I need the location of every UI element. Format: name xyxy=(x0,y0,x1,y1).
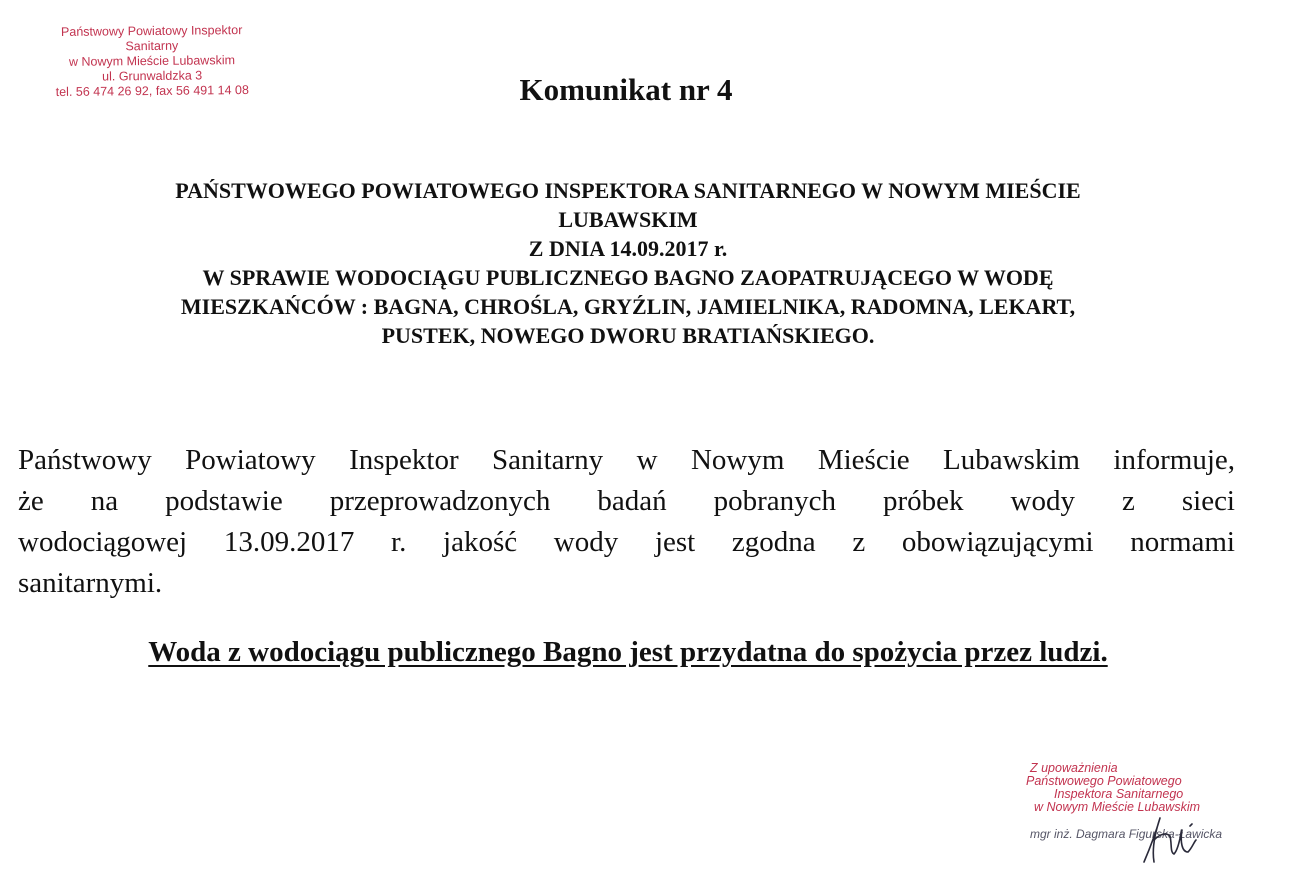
heading-line-1: PAŃSTWOWEGO POWIATOWEGO INSPEKTORA SANITARNEGO W NOWYM MIEŚCIE xyxy=(175,178,1081,203)
body-line-4: sanitarnymi. xyxy=(18,567,163,599)
body-line-2: że na podstawie przeprowadzonych badań pobranych próbek wody z sieci xyxy=(18,485,1235,517)
heading-line-date: Z DNIA 14.09.2017 r. xyxy=(528,236,728,261)
auth-stamp-line-4: w Nowym Mieście Lubawskim xyxy=(1034,800,1201,814)
document-heading xyxy=(40,176,1216,350)
signatory-name: mgr inż. Dagmara Figurska-Ławicka xyxy=(1030,827,1223,841)
conclusion-statement: Woda z wodociągu publicznego Bagno jest przydatna do spożycia przez ludzi. xyxy=(148,636,1108,668)
heading-line-6: PUSTEK, NOWEGO DWORU BRATIAŃSKIEGO. xyxy=(381,323,875,348)
body-line-1: Państwowy Powiatowy Inspektor Sanitarny w Nowym Mieście Lubawskim informuje, xyxy=(18,444,1235,476)
heading-line-2: LUBAWSKIM xyxy=(558,207,698,232)
stamp-line-sanitary: Sanitarny xyxy=(125,38,179,54)
document-title: Komunikat nr 4 xyxy=(519,72,733,107)
stamp-line-address: ul. Grunwaldzka 3 xyxy=(102,68,203,84)
stamp-line-institution: Państwowy Powiatowy Inspektor xyxy=(60,23,243,39)
auth-stamp-line-3: Inspektora Sanitarnego xyxy=(1054,787,1184,801)
stamp-line-city: w Nowym Mieście Lubawskim xyxy=(68,53,236,69)
stamp-line-phone-fax: tel. 56 474 26 92, fax 56 491 14 08 xyxy=(55,82,249,100)
body-paragraph xyxy=(18,440,1235,604)
handwritten-signature xyxy=(1130,810,1210,866)
body-line-3: wodociągowej 13.09.2017 r. jakość wody jest zgodna z obowiązującymi normami xyxy=(18,526,1235,558)
heading-line-5: MIESZKAŃCÓW : BAGNA, CHROŚLA, GRYŹLIN, JAMIELNIKA, RADOMNA, LEKART, xyxy=(180,294,1076,319)
heading-line-4: W SPRAWIE WODOCIĄGU PUBLICZNEGO BAGNO ZAOPATRUJĄCEGO W WODĘ xyxy=(202,265,1054,290)
auth-stamp-line-1: Z upoważnienia xyxy=(1030,761,1118,775)
auth-stamp-line-2: Państwowego Powiatowego xyxy=(1026,774,1182,788)
